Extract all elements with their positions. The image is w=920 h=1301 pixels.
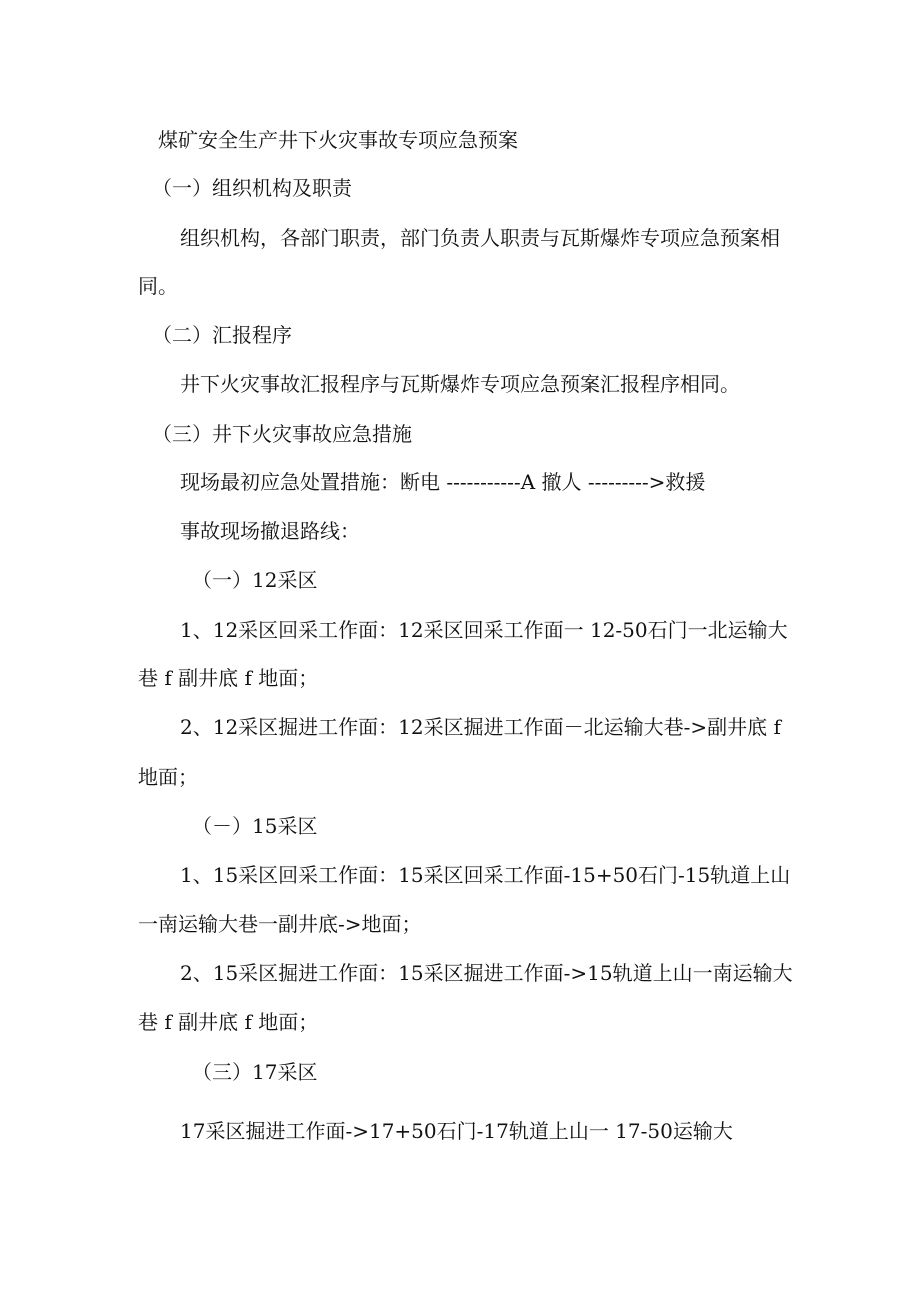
route-area17-item1-line-1: 17采区掘进工作面->17+50石门-17轨道上山一 17-50运输大 (180, 1119, 733, 1143)
route-area12-item1-line-2: 巷 f 副井底 f 地面； (138, 666, 319, 690)
route-area15-item1-line-2: 一南运输大巷一副井底->地面； (138, 912, 422, 936)
subheading-area-15: （－）15采区 (192, 814, 318, 838)
section-heading-organization: （一）组织机构及职责 (152, 176, 352, 200)
paragraph-organization-line-2: 同。 (138, 274, 178, 298)
section-heading-reporting: （二）汇报程序 (152, 323, 292, 347)
paragraph-organization-line-1: 组织机构，各部门职责，部门负责人职责与瓦斯爆炸专项应急预案相 (180, 226, 780, 250)
subheading-area-17: （三）17采区 (192, 1060, 318, 1084)
route-area15-item1-line-1: 1、15采区回采工作面：15采区回采工作面-15+50石门-15轨道上山 (180, 863, 791, 887)
section-heading-emergency-measures: （三）井下火灾事故应急措施 (152, 422, 412, 446)
paragraph-evacuation-routes-label: 事故现场撤退路线： (180, 519, 360, 543)
document-title: 煤矿安全生产井下火灾事故专项应急预案 (158, 128, 518, 152)
subheading-area-12: （一）12采区 (192, 568, 318, 592)
route-area15-item2-line-2: 巷 f 副井底 f 地面； (138, 1010, 319, 1034)
route-area12-item2-line-1: 2、12采区掘进工作面：12采区掘进工作面－北运输大巷->副井底 f (180, 715, 781, 739)
paragraph-reporting: 井下火灾事故汇报程序与瓦斯爆炸专项应急预案汇报程序相同。 (180, 372, 740, 396)
paragraph-initial-measures: 现场最初应急处置措施：断电 -----------A 撤人 --------->救援 (180, 470, 706, 494)
route-area12-item2-line-2: 地面； (138, 765, 198, 789)
route-area12-item1-line-1: 1、12采区回采工作面：12采区回采工作面一 12-50石门一北运输大 (180, 618, 788, 642)
route-area15-item2-line-1: 2、15采区掘进工作面：15采区掘进工作面->15轨道上山一南运输大 (180, 961, 793, 985)
